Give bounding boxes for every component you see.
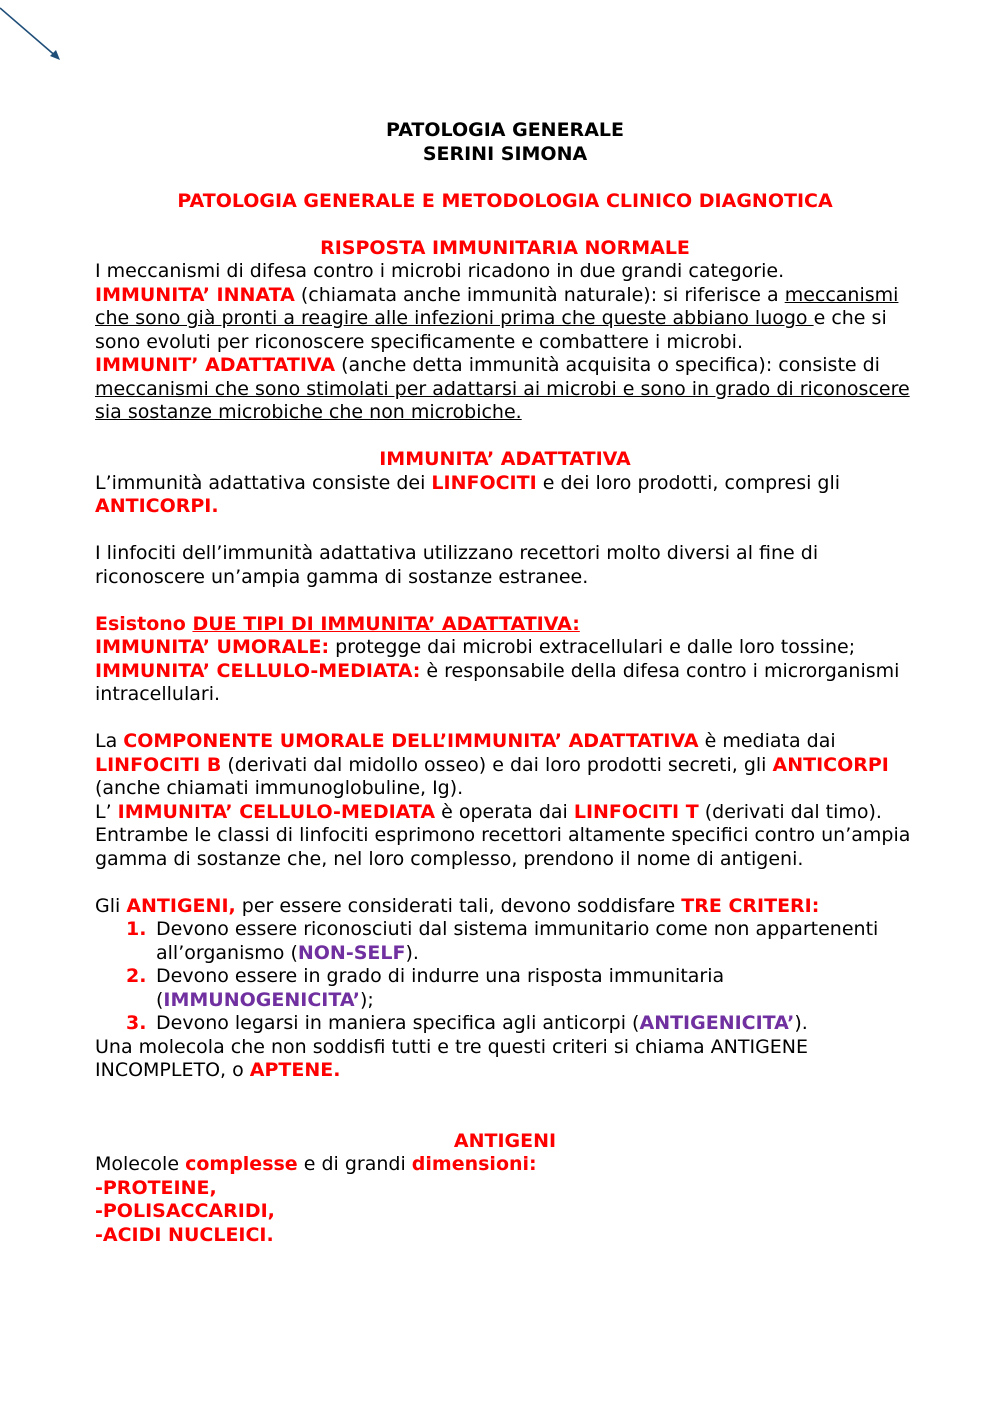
intro-paragraph: I meccanismi di difesa contro i microbi ricadono in due grandi categorie. xyxy=(95,260,785,282)
text: Gli xyxy=(95,894,127,917)
term-immunita-adattativa: IMMUNIT’ ADATTATIVA xyxy=(95,354,336,376)
text: e che si sono evoluti per riconoscere specificamente e combattere i microbi. xyxy=(95,307,887,353)
paragraph-recettori: I linfociti dell’immunità adattativa utilizzano recettori molto diversi al fine di riconoscere un’ampia gamma di sostanze estranee. xyxy=(95,542,819,588)
paragraph-aptene xyxy=(95,1036,915,1083)
text: protegge dai microbi extracellulari e dalle loro tossine; xyxy=(329,636,856,658)
text: Devono essere riconosciuti dal sistema immunitario come non appartenenti all’organismo ( xyxy=(156,918,879,964)
text: Devono essere in grado di indurre una risposta immunitaria ( xyxy=(156,965,725,1011)
text: La xyxy=(95,730,124,752)
term-antigeni: ANTIGENI, xyxy=(126,894,236,917)
paragraph-antigeni-intro: Entrambe le classi di linfociti esprimono recettori altamente specifici contro un’ampia gamma di sostanze che, nel loro complesso, prendono il nome di antigeni. xyxy=(95,824,911,870)
heading-antigeni: ANTIGENI xyxy=(453,1129,557,1152)
underlined-text: meccanismi che sono stimolati per adattarsi ai microbi e sono in grado di riconoscere sia sostanze microbiche che non microbiche. xyxy=(95,377,910,423)
text: è responsabile della difesa contro i microrganismi intracellulari. xyxy=(95,659,900,705)
term-non-self: NON-SELF xyxy=(297,941,406,964)
text: (anche chiamati immunoglobuline, Ig). xyxy=(95,777,464,799)
term-cellulo-mediata: IMMUNITA’ CELLULO-MEDIATA xyxy=(117,800,436,823)
criteria-list xyxy=(95,918,915,1036)
text: Una molecola che non soddisfi tutti e tre questi criteri si chiama ANTIGENE INCOMPLETO, o xyxy=(95,1035,809,1081)
term-immunogenicita: IMMUNOGENICITA’ xyxy=(163,988,361,1011)
arrow-icon xyxy=(0,0,70,70)
term-anticorpi: ANTICORPI xyxy=(772,753,889,776)
term-dimensioni: dimensioni: xyxy=(411,1153,537,1175)
term-aptene: APTENE. xyxy=(249,1059,341,1081)
text: Devono legarsi in maniera specifica agli anticorpi ( xyxy=(156,1012,640,1034)
list-item xyxy=(95,1012,915,1036)
term-complesse: complesse xyxy=(185,1153,298,1175)
document-title: PATOLOGIA GENERALE xyxy=(386,119,624,141)
course-title: PATOLOGIA GENERALE E METODOLOGIA CLINICO DIAGNOTICA xyxy=(177,189,833,212)
text: (derivati dal timo). xyxy=(698,800,882,823)
list-item-polisaccaridi: -POLISACCARIDI, xyxy=(95,1200,275,1222)
text: L’immunità adattativa consiste dei xyxy=(95,471,432,494)
text: è mediata dai xyxy=(698,730,836,752)
text: L’ xyxy=(95,800,118,823)
paragraph-molecole xyxy=(95,1153,915,1177)
text: e di grandi xyxy=(297,1153,412,1175)
term-linfociti-b: LINFOCITI B xyxy=(95,753,222,776)
list-item-acidi-nucleici: -ACIDI NUCLEICI. xyxy=(95,1223,274,1246)
term-immunita-innata: IMMUNITA’ INNATA xyxy=(95,283,295,306)
term-cellulo-mediata: IMMUNITA’ CELLULO-MEDIATA: xyxy=(95,659,421,682)
term-linfociti-t: LINFOCITI T xyxy=(573,800,699,823)
paragraph-linfociti-t xyxy=(95,801,915,825)
term-antigenicita: ANTIGENICITA’ xyxy=(639,1012,795,1034)
list-item-proteine: -PROTEINE, xyxy=(95,1176,217,1199)
term-immunita-umorale: IMMUNITA’ UMORALE: xyxy=(95,636,330,658)
paragraph-componente-umorale xyxy=(95,730,915,801)
term-componente-umorale: COMPONENTE UMORALE DELL’IMMUNITA’ ADATTATIVA xyxy=(123,730,699,752)
term-anticorpi: ANTICORPI. xyxy=(95,495,219,517)
text: e dei loro prodotti, compresi gli xyxy=(536,471,841,494)
paragraph-tre-criteri xyxy=(95,895,915,919)
text: (anche detta immunità acquisita o specifica): consiste di xyxy=(335,354,880,376)
heading-risposta-immunitaria: RISPOSTA IMMUNITARIA NORMALE xyxy=(320,236,690,259)
text: Molecole xyxy=(95,1153,186,1175)
text: è operata dai xyxy=(435,800,574,823)
text: per essere considerati tali, devono soddisfare xyxy=(235,894,682,917)
paragraph-immunita-innata xyxy=(95,284,915,355)
paragraph-umorale xyxy=(95,636,915,660)
paragraph-linfociti xyxy=(95,472,915,519)
text: (chiamata anche immunità naturale): si riferisce a xyxy=(294,283,785,306)
term-linfociti: LINFOCITI xyxy=(431,471,537,494)
paragraph-immunita-adattativa xyxy=(95,354,915,425)
list-number: 1. xyxy=(126,918,147,940)
paragraph-due-tipi xyxy=(95,613,915,637)
document-page xyxy=(95,119,915,1247)
heading-immunita-adattativa: IMMUNITA’ ADATTATIVA xyxy=(379,448,631,470)
text: Esistono xyxy=(95,612,193,635)
text: (derivati dal midollo osseo) e dai loro prodotti secreti, gli xyxy=(221,753,773,776)
underlined-text: meccanismi che sono già pronti a reagire alle infezioni prima che queste abbiano luogo xyxy=(95,283,899,329)
list-number: 2. xyxy=(126,965,147,987)
heading-due-tipi: DUE TIPI DI IMMUNITA’ ADATTATIVA: xyxy=(192,612,580,635)
document-author: SERINI SIMONA xyxy=(422,142,588,165)
list-item xyxy=(95,965,915,1012)
list-item xyxy=(95,918,915,965)
paragraph-cellulo-mediata xyxy=(95,660,915,707)
text: ); xyxy=(360,988,374,1011)
list-number: 3. xyxy=(126,1012,147,1034)
text: ). xyxy=(794,1012,808,1034)
term-tre-criteri: TRE CRITERI: xyxy=(681,894,820,917)
text: ). xyxy=(405,941,419,964)
